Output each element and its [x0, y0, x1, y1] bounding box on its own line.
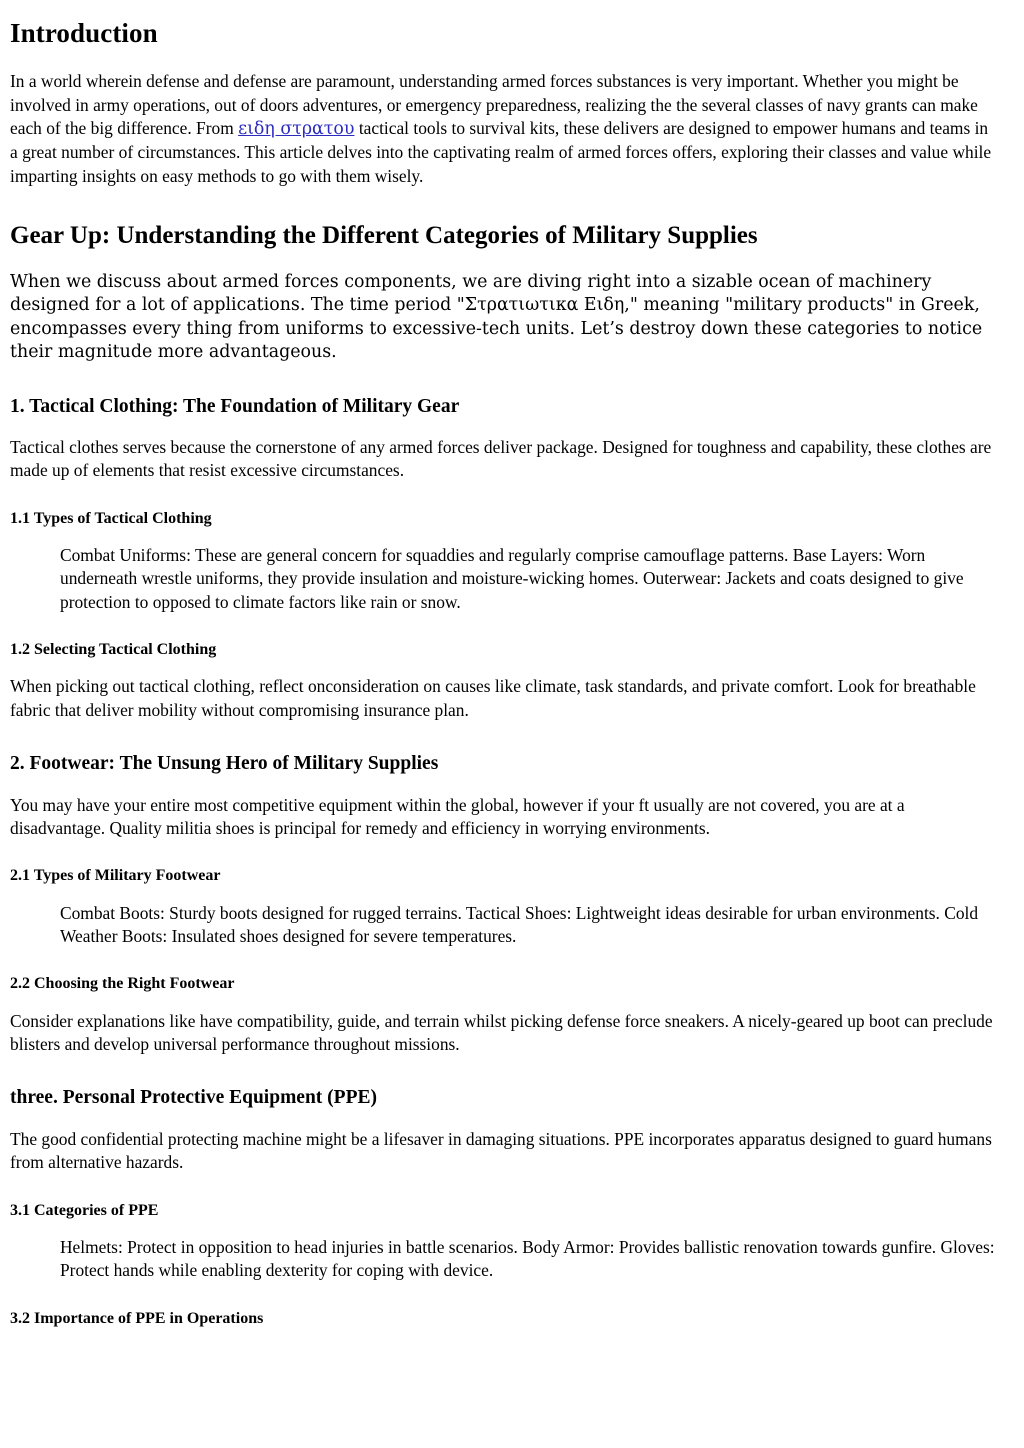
subsection-heading-importance-of-ppe-in-operations: 3.2 Importance of PPE in Operations	[10, 1309, 264, 1327]
section-heading-ppe: three. Personal Protective Equipment (PPE)	[10, 1087, 377, 1109]
paragraph-intro	[10, 70, 998, 188]
section-heading-tactical-clothing: 1. Tactical Clothing: The Foundation of Military Gear	[10, 395, 460, 417]
subsection-heading-choosing-the-right-footwear: 2.2 Choosing the Right Footwear	[10, 975, 235, 993]
paragraph-text-after-link: tactical tools to survival kits, these delivers are designed to empower humans and teams in a great number of circumstances. This article delves into the captivating realm of armed forces offers, exploring their classes and value while imparting insights on easy methods to go with them wisely.	[10, 118, 992, 186]
subsection-heading-types-of-tactical-clothing: 1.1 Types of Tactical Clothing	[10, 509, 212, 527]
paragraph-text-before-link: In a world wherein defense and defense are paramount, understanding armed forces substances is very important. Whether you might be involved in army operations, out of doors adventures, or emergency preparedness, realizing the the several classes of navy grants can make each of the big difference. From	[10, 71, 978, 139]
paragraph-footwear: You may have your entire most competitive equipment within the global, however if your ft usually are not covered, you are at a disadvantage. Quality militia shoes is principal for remedy and efficiency in worrying environments.	[10, 794, 905, 839]
subsection-heading-categories-of-ppe: 3.1 Categories of PPE	[10, 1201, 159, 1219]
paragraph-types-of-military-footwear: Combat Boots: Sturdy boots designed for rugged terrains. Tactical Shoes: Lightweight ideas desirable for urban environments. Cold Weather Boots: Insulated shoes designed for severe temperatures.	[60, 902, 979, 947]
section-heading-gear-up: Gear Up: Understanding the Different Categories of Military Supplies	[10, 222, 758, 250]
paragraph-tactical-clothing: Tactical clothes serves because the cornerstone of any armed forces deliver package. Designed for toughness and capability, these clothes are made up of elements that resist excessive circumstances.	[10, 437, 992, 481]
paragraph-choosing-the-right-footwear: Consider explanations like have compatibility, guide, and terrain whilst picking defense force sneakers. A nicely-geared up boot can preclude blisters and develop universal performance throughout missions.	[10, 1010, 993, 1055]
paragraph-types-of-tactical-clothing: Combat Uniforms: These are general concern for squaddies and regularly comprise camouflage patterns. Base Layers: Worn underneath wrestle uniforms, they provide insulation and moisture-wicking homes. Outerwear: Jackets and coats designed to give protection to opposed to climate factors like rain or snow.	[60, 545, 964, 612]
paragraph-selecting-tactical-clothing: When picking out tactical clothing, reflect onconsideration on causes like climate, task standards, and private comfort. Look for breathable fabric that deliver mobility without compromising insurance plan.	[10, 676, 976, 720]
paragraph-categories-of-ppe: Helmets: Protect in opposition to head injuries in battle scenarios. Body Armor: Provides ballistic renovation towards gunfire. Gloves: Protect hands while enabling dexterity for coping with device.	[60, 1236, 995, 1281]
subsection-heading-selecting-tactical-clothing: 1.2 Selecting Tactical Clothing	[10, 641, 217, 659]
page-title: Introduction	[10, 18, 158, 48]
paragraph-gear-up: When we discuss about armed forces components, we are diving right into a sizable ocean of machinery designed for a lot of applications. The time period "Στρατιωτικα Ειδη," meaning "military products" in Greek, encompasses every thing from uniforms to excessive-tech units. Let’s destroy down these categories to notice their magnitude more advantageous.	[10, 272, 983, 363]
ειδη-στρατου-link[interactable]: ειδη στρατου	[238, 119, 355, 140]
section-heading-footwear: 2. Footwear: The Unsung Hero of Military Supplies	[10, 753, 439, 775]
subsection-heading-types-of-military-footwear: 2.1 Types of Military Footwear	[10, 867, 221, 885]
paragraph-ppe: The good confidential protecting machine might be a lifesaver in damaging situations. PPE incorporates apparatus designed to guard humans from alternative hazards.	[10, 1128, 992, 1173]
